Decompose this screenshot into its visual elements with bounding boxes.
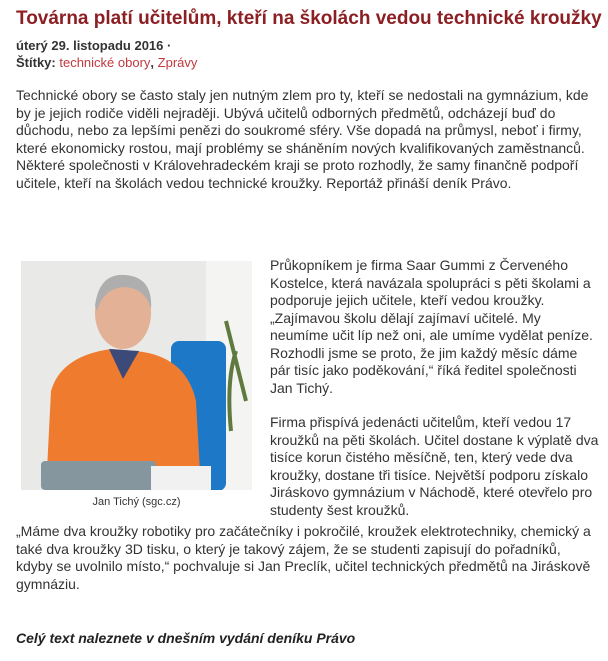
- tag-link-technicke-obory[interactable]: technické obory: [59, 55, 151, 70]
- footer-note: Celý text naleznete v dnešním vydání deníku Právo: [16, 630, 356, 646]
- article-lead: Technické obory se často staly jen nutným zlem pro ty, kteří se nedostali na gymnázium, kde by je jejich rodiče viděli nejraději. Ubývá učitelů odborných předmětů, odcházejí buď do důchodu, nebo za lepšími penězi do soukromé sféry. Vše dopadá na průmysl, neboť i firmy, které ekonomicky rostou, mají problémy se sháněním nových kvalifikovaných zaměstnanců. Některé společnosti v Královehradeckém kraji se proto rozhodly, že samy finančně podpoří učitele, kteří na školách vedou technické kroužky. Reportáž přináší deník Právo.: [16, 87, 589, 191]
- right-column: [270, 257, 600, 519]
- tag-link-zpravy[interactable]: Zprávy: [157, 55, 198, 70]
- publish-date: úterý 29. listopadu 2016 ·: [16, 38, 172, 53]
- image-caption: Jan Tichý (sgc.cz): [92, 496, 181, 508]
- portrait-photo: [21, 261, 252, 490]
- paragraph-2: Firma přispívá jedenácti učitelům, kteří vedou 17 kroužků na pěti školách. Učitel dostane k výplatě dva tisíce korun čistého měsíčně, ten, který vede dva kroužky, dostane tři tisíce. Největší podporu získalo Jiráskovo gymnázium v Náchodě, které otevřelo pro studenty šest kroužků.: [270, 414, 599, 518]
- tags-label: Štítky:: [16, 55, 56, 70]
- tag-separator: ,: [150, 55, 158, 70]
- article-meta: [16, 37, 197, 71]
- paragraph-1: Průkopníkem je firma Saar Gummi z Červeného Kostelce, která navázala spolupráci s pěti školami a podporuje jejich učitele, kteří vedou kroužky. „Zajímavou školu dělají zajímaví učitelé. My neumíme učit líp než oni, ale umíme vydělat peníze. Rozhodli jsme se proto, že jim každý měsíc dáme pár tisíc jako poděkování,“ říká ředitel společnosti Jan Tichý.: [270, 257, 593, 396]
- tags: [16, 54, 197, 71]
- paragraph-3: „Máme dva kroužky robotiky pro začátečníky i pokročilé, kroužek elektrotechniky, chemický a také dva kroužky 3D tisku, o který je takový zájem, že se studenti zapisují do pořadníků, kdyby se uvolnilo místo,“ pochvaluje si Jan Preclík, učitel technických předmětů na Jiráskově gymnáziu.: [16, 523, 591, 592]
- article-title: Továrna platí učitelům, kteří na školách vedou technické kroužky: [16, 8, 602, 29]
- article-figure: [21, 261, 252, 508]
